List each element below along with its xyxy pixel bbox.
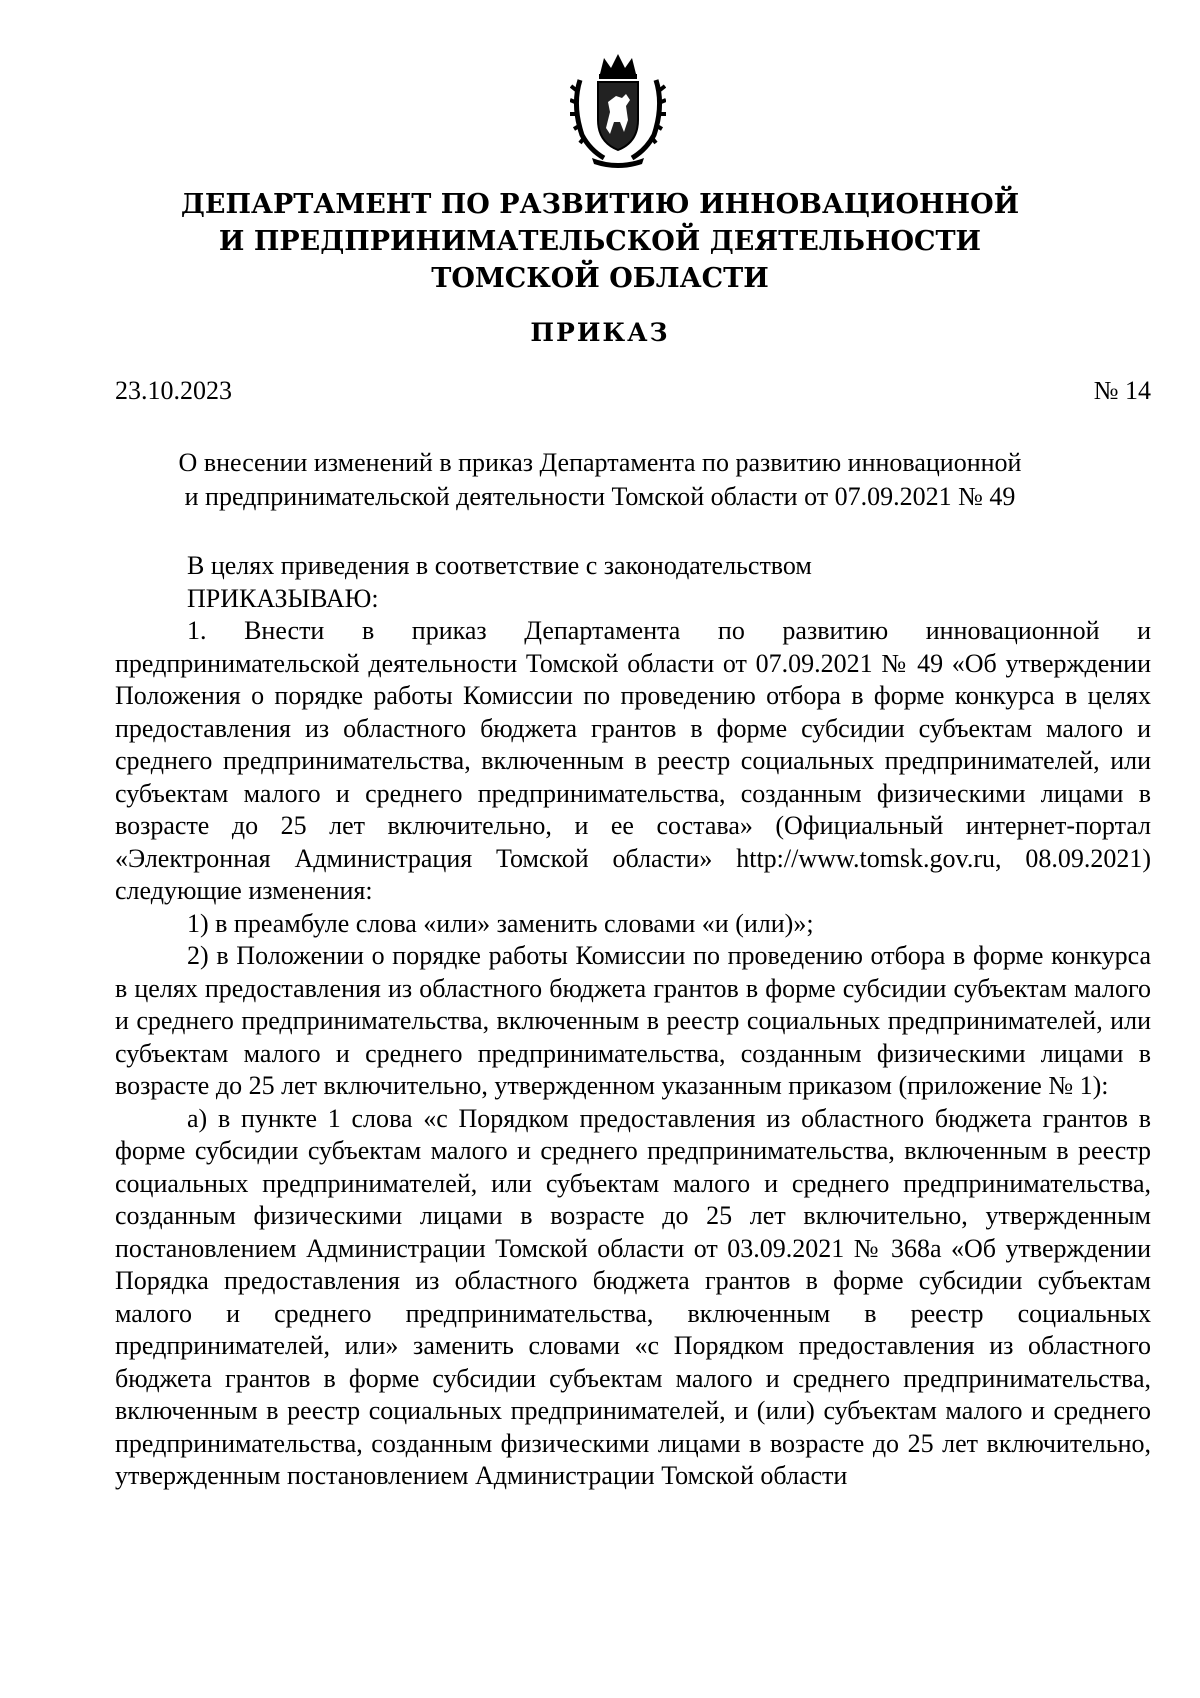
tomsk-region-coat-of-arms-icon [570, 50, 666, 168]
org-line-2: И ПРЕДПРИНИМАТЕЛЬСКОЙ ДЕЯТЕЛЬНОСТИ [218, 226, 982, 257]
org-line-1: ДЕПАРТАМЕНТ ПО РАЗВИТИЮ ИННОВАЦИОННОЙ [180, 189, 1020, 220]
org-line-3: ТОМСКОЙ ОБЛАСТИ [431, 263, 769, 294]
paragraph-1-2-a: а) в пункте 1 слова «с Порядком предоставления из областного бюджета грантов в форме субсидии субъектам малого и среднего предпринимательства, включенным в реестр социальных предпринимателей, или субъектам малого и среднего предпринимательства, созданным физическими лицами в возрасте до 25 лет включительно, утвержденным постановлением Администрации Томской области от 03.09.2021 № 368а «Об утверждении Порядка предоставления из областного бюджета грантов в форме субсидии субъектам малого и среднего предпринимательства, включенным в реестр социальных предпринимателей, или» заменить словами «с Порядком предоставления из областного бюджета грантов в форме субсидии субъектам малого и среднего предпринимательства, включенным в реестр социальных предпринимателей, и (или) субъектам малого и среднего предпринимательства, созданным физическими лицами в возрасте до 25 лет включительно, утвержденным постановлением Администрации Томской области [115, 1103, 1151, 1490]
subject-line-2: и предпринимательской деятельности Томской области от 07.09.2021 № 49 [184, 482, 1016, 511]
paragraph-1: 1. Внести в приказ Департамента по развитию инновационной и предпринимательской деятельности Томской области от 07.09.2021 № 49 «Об утверждении Положения о порядке работы Комиссии по проведению отбора в форме конкурса в целях предоставления из областного бюджета грантов в форме субсидии субъектам малого и среднего предпринимательства, включенным в реестр социальных предпринимателей, или субъектам малого и среднего предпринимательства, созданным физическими лицами в возрасте до 25 лет включительно, и ее состава» (Официальный интернет-портал «Электронная Администрация Томской области» http://www.tomsk.gov.ru, 08.09.2021) следующие изменения: [115, 616, 1151, 905]
subject-line-1: О внесении изменений в приказ Департамента по развитию инновационной [178, 448, 1022, 477]
preamble: В целях приведения в соответствие с законодательством [187, 551, 812, 580]
paragraph-1-1: 1) в преамбуле слова «или» заменить словами «и (или)»; [187, 908, 814, 938]
document-subject [0, 446, 1200, 514]
document-body [115, 550, 1151, 1493]
paragraph-1-2: 2) в Положении о порядке работы Комиссии по проведению отбора в форме конкурса в целях предоставления из областного бюджета грантов в форме субсидии субъектам малого и среднего предпринимательства, включенным в реестр социальных предпринимателей, или субъектам малого и среднего предпринимательства, созданным физическими лицами в возрасте до 25 лет включительно, утвержденном указанным приказом (приложение № 1): [115, 941, 1151, 1100]
organization-name [0, 186, 1200, 297]
document-number: № 14 [1093, 376, 1151, 405]
order-word: ПРИКАЗЫВАЮ: [187, 583, 379, 613]
document-date: 23.10.2023 [115, 376, 232, 405]
document-type: ПРИКАЗ [530, 318, 670, 347]
